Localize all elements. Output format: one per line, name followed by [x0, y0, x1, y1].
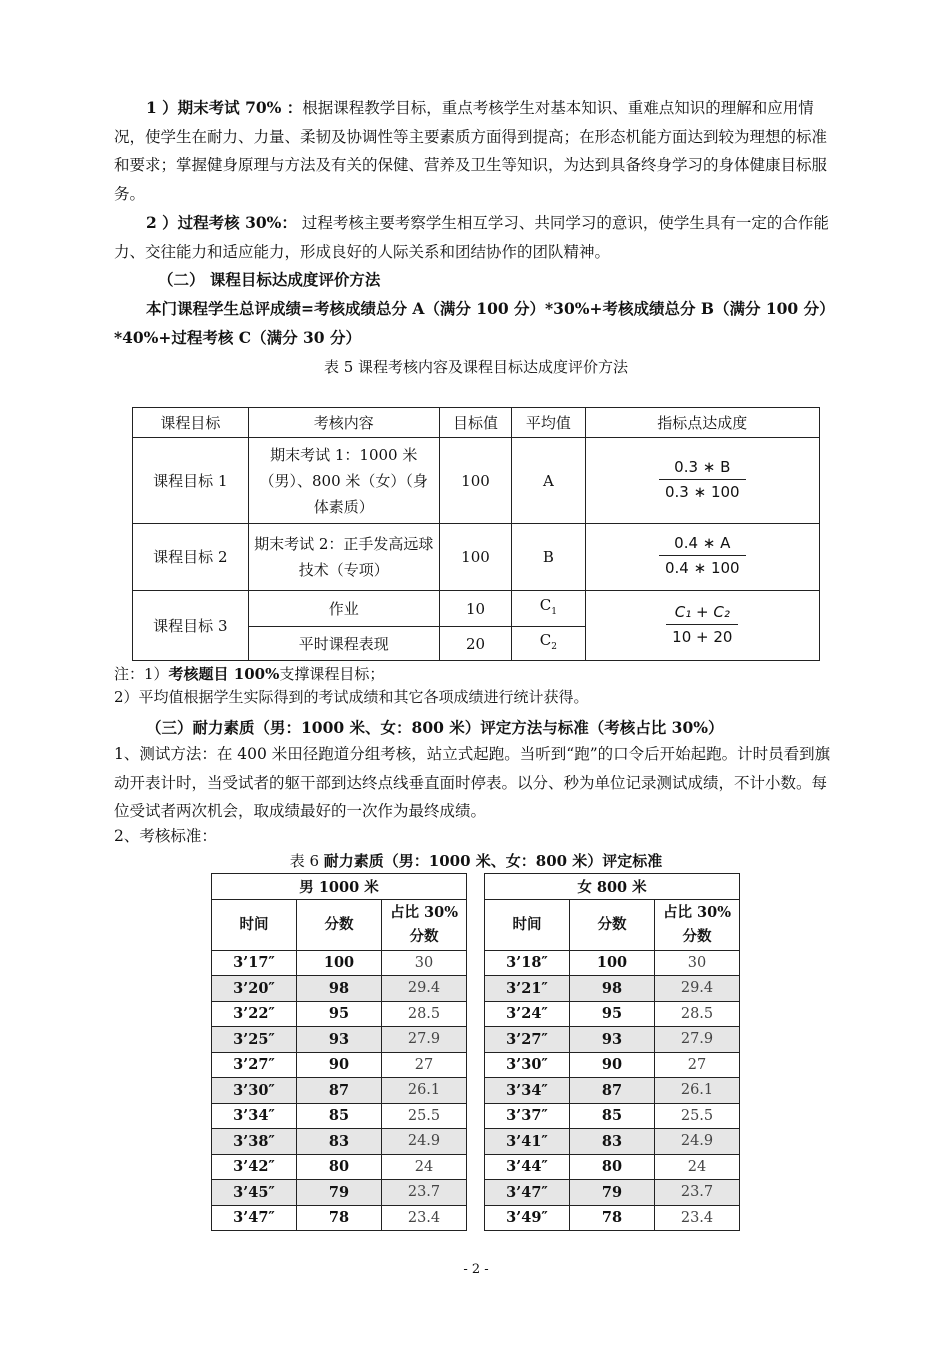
- score-row: [212, 1078, 467, 1104]
- female-title-row: [485, 874, 740, 900]
- fraction-numerator: C₁ + C₂: [666, 602, 738, 625]
- fraction-goal1: [659, 457, 746, 502]
- note-bold: 考核题目 100%: [168, 665, 280, 683]
- fraction-denominator: 10 + 20: [672, 627, 733, 646]
- score-row: [212, 1205, 467, 1231]
- time-cell: 3’41″: [485, 1129, 570, 1155]
- percent-score-cell: 24.9: [655, 1129, 740, 1155]
- score-row: [485, 1180, 740, 1206]
- female-header-row: [485, 899, 740, 950]
- time-cell: 3’21″: [485, 976, 570, 1002]
- percent-score-cell: 29.4: [655, 976, 740, 1002]
- score-row: [485, 1103, 740, 1129]
- percent-score-cell: 24: [655, 1154, 740, 1180]
- score-row: [212, 1027, 467, 1053]
- note-rest: 支撑课程目标；: [279, 665, 385, 683]
- col-score: 分数: [570, 899, 655, 950]
- score-row: [212, 1129, 467, 1155]
- percent-score-cell: 26.1: [655, 1078, 740, 1104]
- score-cell: 95: [570, 1001, 655, 1027]
- time-cell: 3’30″: [485, 1052, 570, 1078]
- average-cell: B: [512, 524, 585, 591]
- average-symbol: C: [539, 631, 552, 649]
- achievement-cell: [585, 438, 819, 524]
- score-row: [485, 1129, 740, 1155]
- score-row: [212, 950, 467, 976]
- score-row: [212, 1001, 467, 1027]
- table5-header-row: [133, 408, 820, 438]
- header-average: 平均值: [512, 408, 585, 438]
- content-cell: 期末考试 2：正手发高远球技术（专项）: [248, 524, 439, 591]
- average-cell: [512, 627, 585, 661]
- fraction-goal3: [666, 602, 738, 647]
- fraction-goal2: [659, 533, 746, 578]
- time-cell: 3’27″: [212, 1052, 297, 1078]
- goal-cell: 课程目标 2: [133, 524, 249, 591]
- percent-score-cell: 30: [382, 950, 467, 976]
- achievement-cell: [585, 591, 819, 661]
- final-exam-label: 1 ）期末考试 70% ：: [146, 98, 303, 117]
- time-cell: 3’44″: [485, 1154, 570, 1180]
- goal-cell: 课程目标 3: [133, 591, 249, 661]
- page-number: - 2 -: [463, 1262, 489, 1277]
- process-assessment-label: 2 ）过程考核 30%：: [146, 213, 297, 232]
- score-cell: 93: [297, 1027, 382, 1053]
- percent-score-cell: 23.4: [382, 1205, 467, 1231]
- time-cell: 3’47″: [212, 1205, 297, 1231]
- table-female-800m: [484, 873, 740, 1231]
- percent-score-cell: 27: [382, 1052, 467, 1078]
- fraction-denominator: 0.3 ∗ 100: [665, 482, 740, 501]
- score-row: [212, 1180, 467, 1206]
- score-cell: 80: [570, 1154, 655, 1180]
- percent-score-cell: 23.7: [655, 1180, 740, 1206]
- time-cell: 3’49″: [485, 1205, 570, 1231]
- female-title: 女 800 米: [485, 874, 740, 900]
- goal-cell: 课程目标 1: [133, 438, 249, 524]
- score-row: [485, 976, 740, 1002]
- score-cell: 79: [570, 1180, 655, 1206]
- percent-score-cell: 27: [655, 1052, 740, 1078]
- percent-score-cell: 28.5: [382, 1001, 467, 1027]
- time-cell: 3’18″: [485, 950, 570, 976]
- score-row: [212, 976, 467, 1002]
- score-cell: 80: [297, 1154, 382, 1180]
- male-title: 男 1000 米: [212, 874, 467, 900]
- male-header-row: [212, 899, 467, 950]
- fraction-numerator: 0.3 ∗ B: [659, 457, 746, 480]
- score-row: [485, 1154, 740, 1180]
- score-cell: 100: [297, 950, 382, 976]
- score-cell: 79: [297, 1180, 382, 1206]
- score-cell: 87: [297, 1078, 382, 1104]
- score-cell: 95: [297, 1001, 382, 1027]
- time-cell: 3’38″: [212, 1129, 297, 1155]
- paragraph-final-exam: [114, 94, 840, 208]
- target-cell: 10: [439, 591, 511, 627]
- female-body: [485, 950, 740, 1231]
- score-row: [212, 1154, 467, 1180]
- average-subscript: 1: [551, 607, 557, 617]
- average-subscript: 2: [551, 642, 557, 652]
- note-1: [114, 663, 840, 685]
- time-cell: 3’27″: [485, 1027, 570, 1053]
- table-course-assessment: [132, 407, 820, 661]
- paragraph-process-assessment: [114, 209, 840, 266]
- note-2: 2）平均值根据学生实际得到的考试成绩和其它各项成绩进行统计获得。: [114, 688, 589, 706]
- col-pct: 占比 30%分数: [382, 899, 467, 950]
- male-title-row: [212, 874, 467, 900]
- score-row: [485, 1001, 740, 1027]
- content-cell: 平时课程表现: [248, 627, 439, 661]
- score-cell: 100: [570, 950, 655, 976]
- fraction-numerator: 0.4 ∗ A: [659, 533, 746, 556]
- score-cell: 93: [570, 1027, 655, 1053]
- time-cell: 3’34″: [212, 1103, 297, 1129]
- score-cell: 83: [570, 1129, 655, 1155]
- time-cell: 3’20″: [212, 976, 297, 1002]
- time-cell: 3’30″: [212, 1078, 297, 1104]
- average-cell: A: [512, 438, 585, 524]
- final-exam-text: 根据课程教学目标，重点考核学生对基本知识、重难点知识的理解和应用情况，使学生在耐力、力量、柔韧及协调性等主要素质方面得到提高；在形态机能方面达到较为理想的标准和要求；掌握健身原理与方法及有关的保健、营养及卫生等知识，为达到具备终身学习的身体健康目标服务。: [114, 99, 828, 203]
- average-cell: [512, 591, 585, 627]
- score-cell: 98: [297, 976, 382, 1002]
- table-male-1000m: [211, 873, 467, 1231]
- table5-row-goal3-homework: [133, 591, 820, 627]
- score-row: [485, 1027, 740, 1053]
- time-cell: 3’17″: [212, 950, 297, 976]
- time-cell: 3’34″: [485, 1078, 570, 1104]
- total-score-formula: 本门课程学生总评成绩=考核成绩总分 A（满分 100 分）*30%+考核成绩总分 B（满分 100 分）*40%+过程考核 C（满分 30 分）: [114, 299, 835, 347]
- percent-score-cell: 23.7: [382, 1180, 467, 1206]
- note-prefix: 注：1）: [114, 665, 169, 683]
- col-pct: 占比 30%分数: [655, 899, 740, 950]
- table6-caption: [0, 849, 952, 873]
- time-cell: 3’47″: [485, 1180, 570, 1206]
- standard-label: 2、考核标准：: [114, 827, 217, 845]
- time-cell: 3’22″: [212, 1001, 297, 1027]
- time-cell: 3’45″: [212, 1180, 297, 1206]
- caption-bold: 耐力素质（男：1000 米、女：800 米）评定标准: [323, 852, 663, 870]
- score-row: [485, 950, 740, 976]
- percent-score-cell: 25.5: [655, 1103, 740, 1129]
- score-cell: 90: [570, 1052, 655, 1078]
- heading-endurance: （三）耐力素质（男：1000 米、女：800 米）评定方法与标准（考核占比 30%）: [146, 718, 724, 737]
- percent-score-cell: 27.9: [655, 1027, 740, 1053]
- percent-score-cell: 27.9: [382, 1027, 467, 1053]
- heading-evaluation-method: （二） 课程目标达成度评价方法: [158, 270, 381, 289]
- score-cell: 85: [297, 1103, 382, 1129]
- score-cell: 87: [570, 1078, 655, 1104]
- percent-score-cell: 26.1: [382, 1078, 467, 1104]
- target-cell: 100: [439, 438, 511, 524]
- male-body: [212, 950, 467, 1231]
- fraction-denominator: 0.4 ∗ 100: [665, 559, 740, 577]
- header-achievement: 指标点达成度: [585, 408, 819, 438]
- score-cell: 98: [570, 976, 655, 1002]
- score-cell: 78: [297, 1205, 382, 1231]
- table5-caption: 表 5 课程考核内容及课程目标达成度评价方法: [323, 358, 629, 376]
- achievement-cell: [585, 524, 819, 591]
- content-cell: 作业: [248, 591, 439, 627]
- score-row: [485, 1205, 740, 1231]
- target-cell: 20: [439, 627, 511, 661]
- header-goal: 课程目标: [133, 408, 249, 438]
- col-time: 时间: [212, 899, 297, 950]
- test-method-paragraph: 1、测试方法：在 400 米田径跑道分组考核，站立式起跑。当听到“跑”的口令后开始起跑。计时员看到旗动开表计时，当受试者的躯干部到达终点线垂直面时停表。以分、秒为单位记录测试成绩，不计小数。每位受试者两次机会，取成绩最好的一次作为最终成绩。: [114, 745, 831, 820]
- caption-prefix: 表 6: [289, 852, 324, 870]
- score-row: [212, 1103, 467, 1129]
- score-row: [485, 1078, 740, 1104]
- time-cell: 3’42″: [212, 1154, 297, 1180]
- score-cell: 90: [297, 1052, 382, 1078]
- percent-score-cell: 24: [382, 1154, 467, 1180]
- score-cell: 85: [570, 1103, 655, 1129]
- average-symbol: C: [539, 596, 552, 614]
- content-cell: 期末考试 1：1000 米（男）、800 米（女）（身体素质）: [248, 438, 439, 524]
- header-content: 考核内容: [248, 408, 439, 438]
- time-cell: 3’37″: [485, 1103, 570, 1129]
- percent-score-cell: 29.4: [382, 976, 467, 1002]
- col-score: 分数: [297, 899, 382, 950]
- col-time: 时间: [485, 899, 570, 950]
- header-target: 目标值: [439, 408, 511, 438]
- percent-score-cell: 30: [655, 950, 740, 976]
- score-cell: 78: [570, 1205, 655, 1231]
- percent-score-cell: 28.5: [655, 1001, 740, 1027]
- score-cell: 83: [297, 1129, 382, 1155]
- score-row: [485, 1052, 740, 1078]
- score-row: [212, 1052, 467, 1078]
- percent-score-cell: 25.5: [382, 1103, 467, 1129]
- target-cell: 100: [439, 524, 511, 591]
- time-cell: 3’25″: [212, 1027, 297, 1053]
- percent-score-cell: 24.9: [382, 1129, 467, 1155]
- percent-score-cell: 23.4: [655, 1205, 740, 1231]
- time-cell: 3’24″: [485, 1001, 570, 1027]
- process-assessment-text: 过程考核主要考察学生相互学习、共同学习的意识，使学生具有一定的合作能力、交往能力和适应能力，形成良好的人际关系和团结协作的团队精神。: [114, 214, 829, 261]
- table5-row-goal2: [133, 524, 820, 591]
- table5-row-goal1: [133, 438, 820, 524]
